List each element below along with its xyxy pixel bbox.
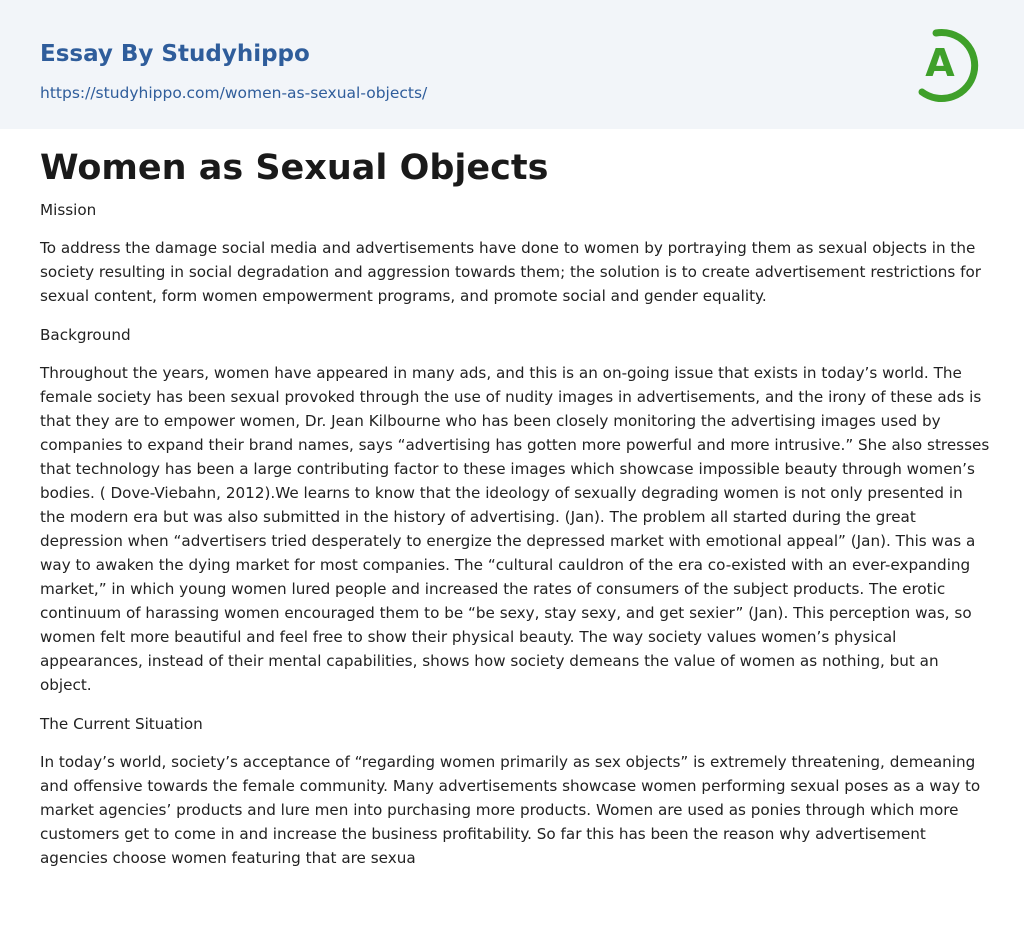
section-text-current-situation: In today’s world, society’s acceptance of “regarding women primarily as sex objects” is extremely threatening, demeaning and offensive towards the female community. Many advertisements showcase women performing sexual poses as a way to market agencies’ products and lure men into purchasing more products. Women are used as ponies through which more customers get to come in and increase the business profitability. So far this has been the reason why advertisement agencies choose women featuring that are sexua [40, 753, 981, 867]
article-body [40, 199, 990, 886]
section-text-background: Throughout the years, women have appeared in many ads, and this is an on-going issue that exists in today’s world. The female society has been sexual provoked through the use of nudity images in advertisements, and the irony of these ads is that they are to empower women, Dr. Jean Kilbourne who has been closely monitoring the advertising images used by companies to expand their brand names, says “advertising has gotten more powerful and more intrusive.” She also stresses that technology has been a large contributing factor to these images which showcase impossible beauty through women’s bodies. ( Dove-Viebahn, 2012).We learns to know that the ideology of sexually degrading women is not only presented in the modern era but was also submitted in the history of advertising. (Jan). The problem all started during the great depression when “advertisers tried desperately to energize the depressed market with emotional appeal” (Jan). This was a way to awaken the dying market for most companies. The “cultural cauldron of the era co-existed with an ever-expanding market,” in which young women lured people and increased the rates of consumers of the subject products. The erotic continuum of harassing women encouraged them to be “be sexy, stay sexy, and get sexier” (Jan). This perception was, so women felt more beautiful and feel free to show their physical beauty. The way society values women’s physical appearances, instead of their mental capabilities, shows how society demeans the value of women as nothing, but an object. [40, 364, 990, 694]
section-heading-current-situation: The Current Situation [40, 715, 203, 733]
logo-icon[interactable] [914, 20, 986, 106]
section-heading-background: Background [40, 326, 131, 344]
page-title: Women as Sexual Objects [40, 148, 549, 188]
section-heading-mission: Mission [40, 201, 97, 219]
section-text-mission: To address the damage social media and advertisements have done to women by portraying them as sexual objects in the society resulting in social degradation and aggression towards them; the solution is to create advertisement restrictions for sexual content, form women empowerment programs, and promote social and gender equality. [40, 239, 981, 305]
article-url-link[interactable]: https://studyhippo.com/women-as-sexual-objects/ [40, 84, 428, 102]
site-brand[interactable]: Essay By Studyhippo [40, 41, 310, 67]
svg-text:A: A [925, 41, 955, 85]
